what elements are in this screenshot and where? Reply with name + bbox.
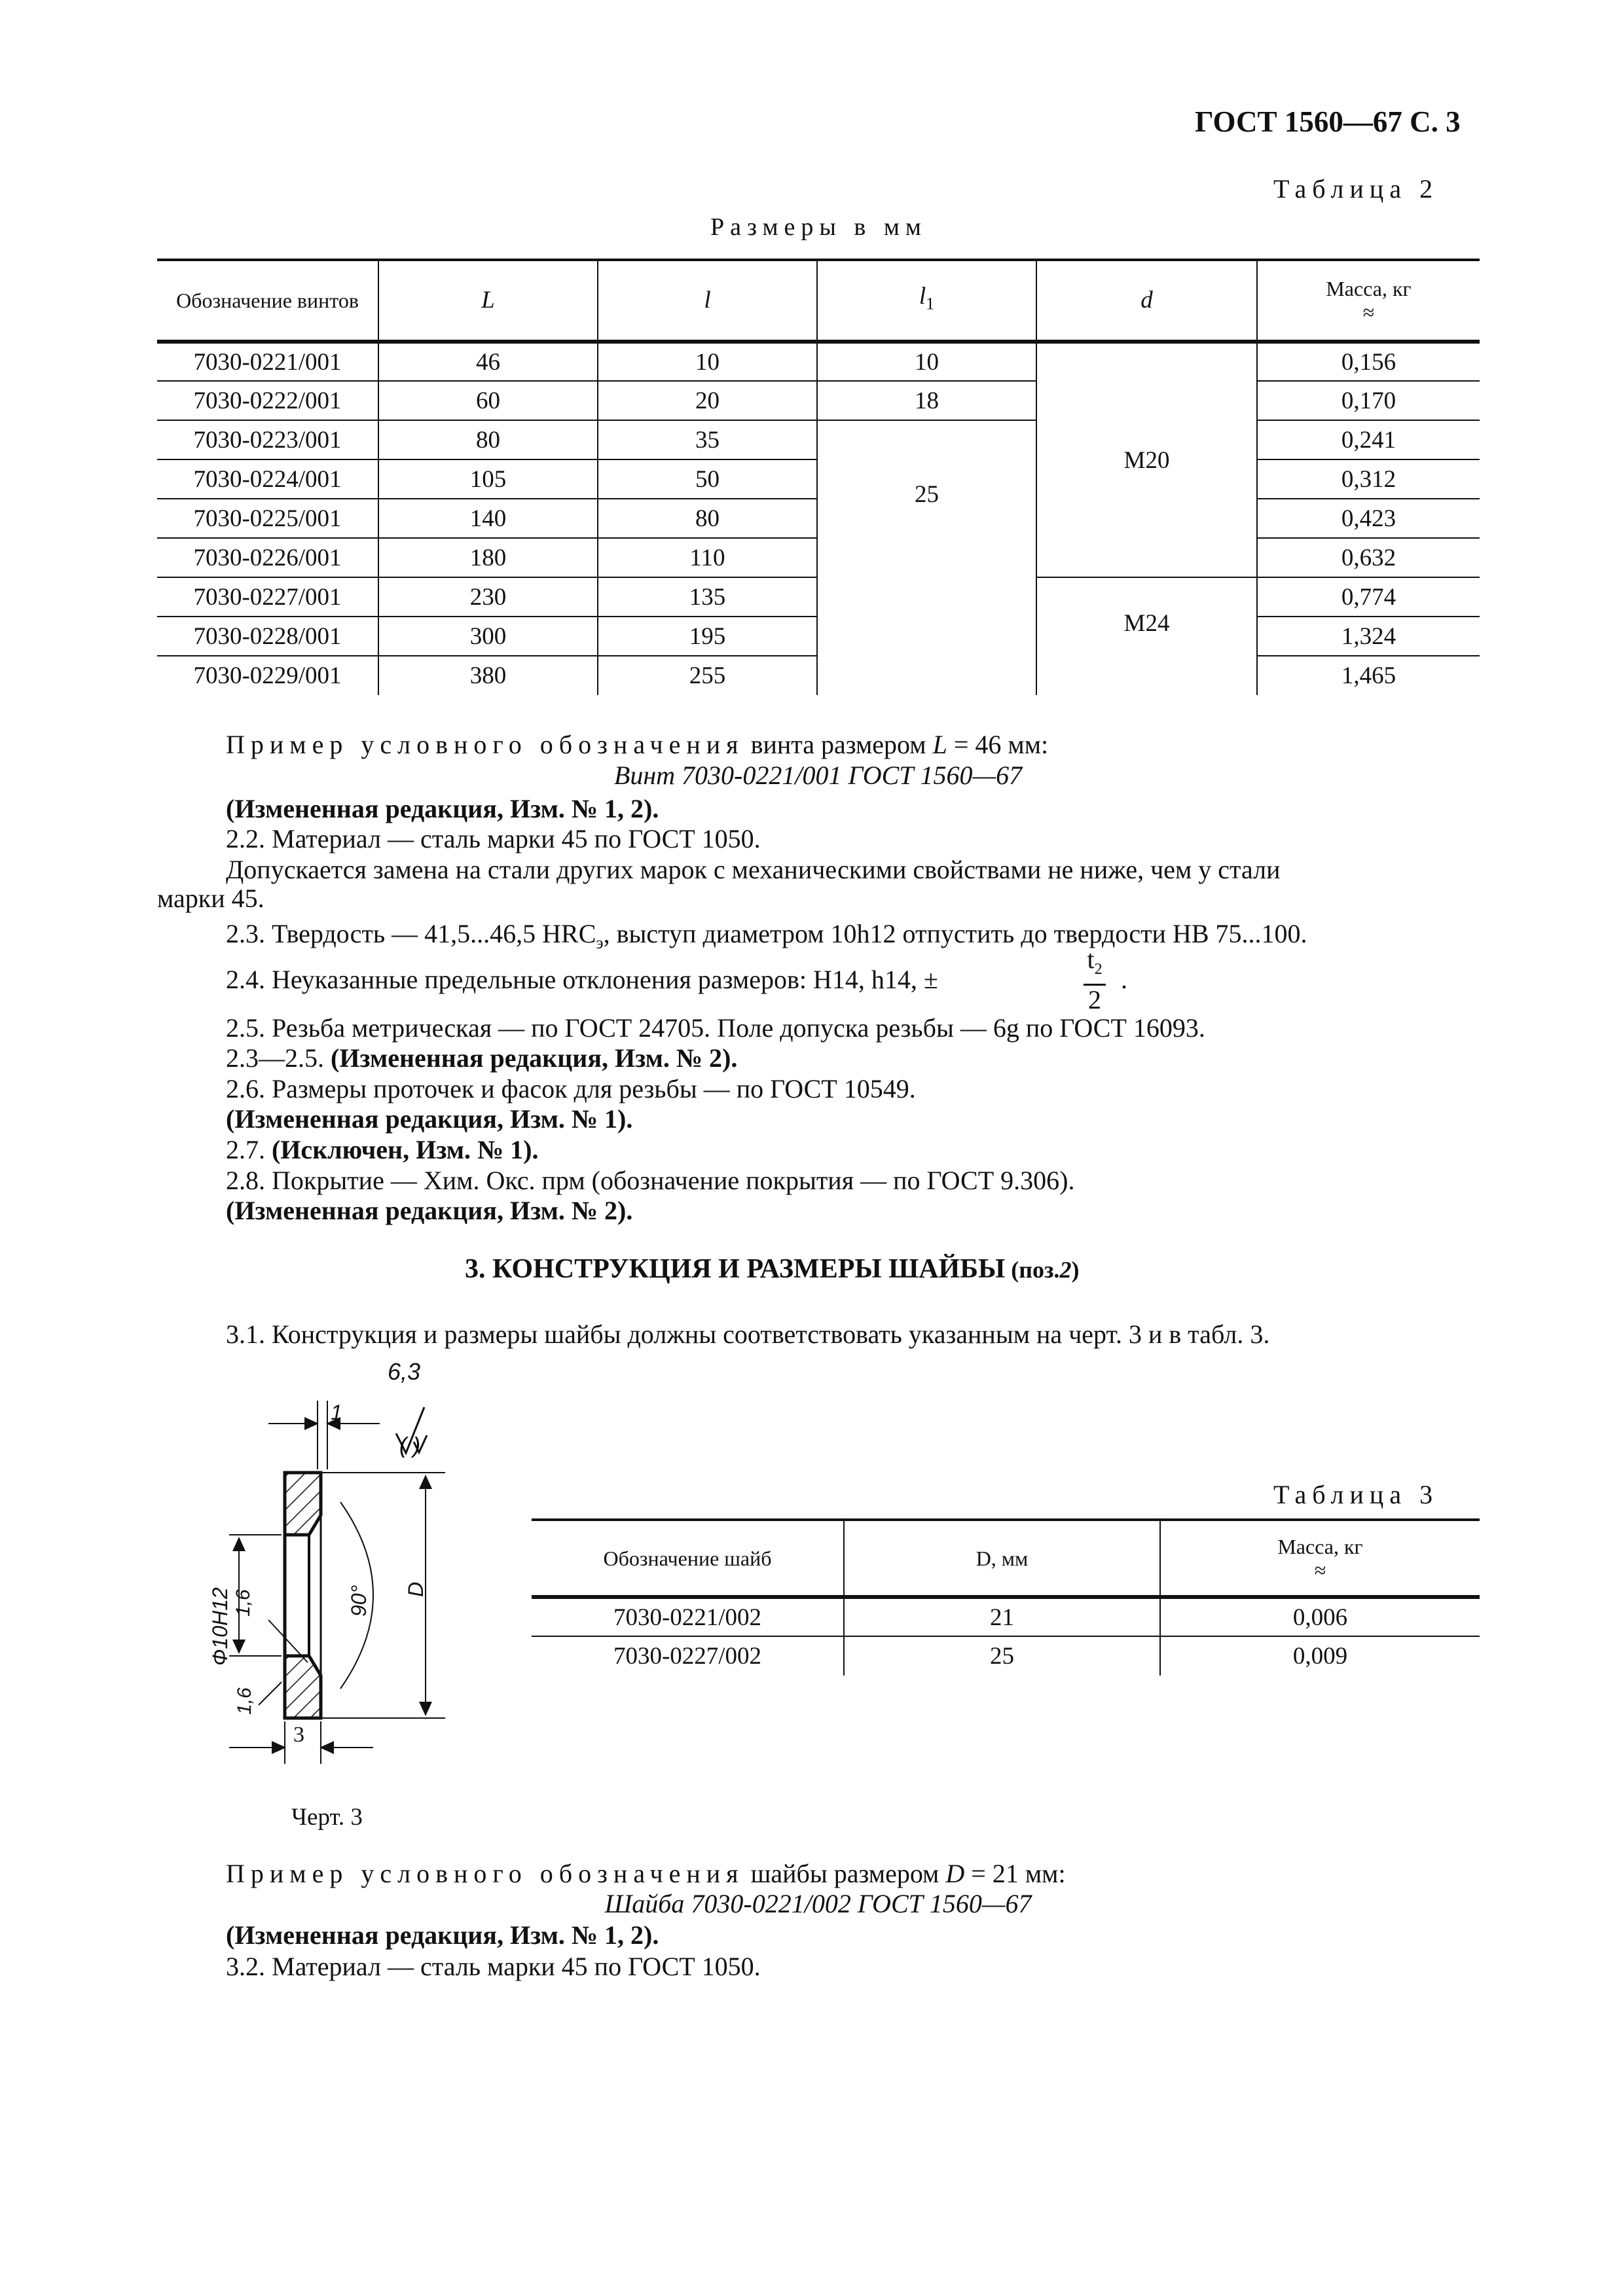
table2-cell-L: 140 [378, 499, 598, 538]
table2-cell-d-M20: M20 [1036, 342, 1257, 577]
paragraph-2-3-sub: э [596, 933, 604, 952]
paragraph-2-3 [226, 919, 1307, 958]
table2-cell-L: 105 [378, 459, 598, 499]
example1-var: L [932, 730, 947, 759]
paragraph-2-5: 2.5. Резьба метрическая — по ГОСТ 24705. Поле допуска резьбы — 6g по ГОСТ 16093. [226, 1013, 1205, 1043]
table2-cell-designation: 7030-0227/001 [157, 577, 378, 617]
table3-cell-D: 21 [844, 1597, 1160, 1636]
paragraph-2-3-2-5 [226, 1043, 737, 1073]
example2-rest: шайбы размером [744, 1859, 946, 1888]
drawing-caption: Черт. 3 [291, 1804, 363, 1831]
example2-var: D [945, 1859, 965, 1888]
table2-cell-l: 255 [598, 656, 817, 695]
table3 [532, 1518, 1480, 1676]
table2-cell-d-M24-value: M24 [1123, 610, 1170, 637]
paragraph-3-1: 3.1. Конструкция и размеры шайбы должны соответствовать указанным на черт. 3 и в табл. 3. [226, 1319, 1270, 1349]
table2-cell-l1: 18 [817, 381, 1036, 420]
paragraph-2-2b-line2: марки 45. [157, 884, 264, 913]
paragraph-2-4-end: . [1121, 965, 1127, 994]
table2-header-l1-sub: 1 [926, 294, 935, 314]
table2-cell-designation: 7030-0222/001 [157, 381, 378, 420]
table3-header-mass [1160, 1520, 1480, 1597]
table2-cell-mass: 0,170 [1257, 381, 1480, 420]
paragraph-2-4-a: 2.4. Неуказанные предельные отклонения размеров: H14, h14, ± [226, 965, 938, 994]
table2-cell-designation: 7030-0225/001 [157, 499, 378, 538]
table2-cell-designation: 7030-0229/001 [157, 656, 378, 695]
dim-label-angle: 90° [347, 1585, 371, 1617]
table2-cell-l: 10 [598, 342, 817, 381]
table2-cell-l1-merged-value: 25 [915, 481, 939, 508]
table2-cell-L: 300 [378, 617, 598, 656]
revision-note: (Измененная редакция, Изм. № 1). [226, 1104, 633, 1134]
paragraph-2-4 [226, 965, 938, 995]
table2-cell-mass: 0,774 [1257, 577, 1480, 617]
table3-cell-mass: 0,006 [1160, 1597, 1480, 1636]
section-3-poz-end: ) [1071, 1257, 1080, 1283]
paragraph-2-2b-line1: Допускается замена на стали других марок с механическими свойствами не ниже, чем у стали [226, 855, 1281, 884]
dim-label-chamfer-1: 1,6 [232, 1589, 254, 1617]
paragraph-3-2: 3.2. Материал — сталь марки 45 по ГОСТ 1050. [226, 1952, 761, 1981]
table3-header-designation: Обозначение шайб [532, 1520, 844, 1597]
table2-cell-L: 380 [378, 656, 598, 695]
washer-upper-section [285, 1473, 321, 1535]
fraction-t2-over-2 [1084, 945, 1106, 1014]
table3-header-mass-approx: ≈ [1314, 1558, 1326, 1582]
table2-cell-designation: 7030-0226/001 [157, 538, 378, 577]
table2-cell-l: 195 [598, 617, 817, 656]
table2-cell-mass: 1,324 [1257, 617, 1480, 656]
table2-units: Размеры в мм [710, 213, 927, 241]
table2-cell-designation: 7030-0223/001 [157, 420, 378, 459]
table2-cell-l: 50 [598, 459, 817, 499]
table2-cell-L: 46 [378, 342, 598, 381]
table2-header-l1 [817, 260, 1036, 342]
table3-cell-designation: 7030-0221/002 [532, 1597, 844, 1636]
section-3-poz-num: 2 [1059, 1257, 1072, 1283]
example1-label: Пример условного обозначения [226, 730, 744, 759]
section-3-title [465, 1253, 1079, 1285]
table2-cell-mass: 0,241 [1257, 420, 1480, 459]
section-3-poz: (поз. [1005, 1257, 1060, 1283]
dim-label-3: 3 [293, 1723, 304, 1747]
table2-header-l: l [598, 260, 817, 342]
fraction-numerator [1084, 945, 1106, 986]
table2-cell-L: 180 [378, 538, 598, 577]
example1-rest: винта размером [744, 730, 933, 759]
paragraph-2-3-2-5-rev: (Измененная редакция, Изм. № 2). [331, 1043, 738, 1073]
table3-cell-D: 25 [844, 1636, 1160, 1676]
table-row [532, 1636, 1480, 1676]
revision-note: (Измененная редакция, Изм. № 1, 2). [226, 794, 659, 823]
paragraph-2-6: 2.6. Размеры проточек и фасок для резьбы — по ГОСТ 10549. [226, 1074, 916, 1103]
dim-label-bore: Ф10H12 [208, 1587, 232, 1666]
example2-value: = 21 мм: [964, 1859, 1066, 1888]
table2-cell-l: 80 [598, 499, 817, 538]
table2-cell-l: 135 [598, 577, 817, 617]
paragraph-2-3-2-5-num: 2.3—2.5. [226, 1043, 331, 1073]
paragraph-2-7-num: 2.7. [226, 1135, 272, 1164]
table2-cell-designation: 7030-0228/001 [157, 617, 378, 656]
paragraph-2-7 [226, 1135, 538, 1165]
table2-header-d: d [1036, 260, 1257, 342]
washer-section [285, 1473, 321, 1718]
dim-label-chamfer-2: 1,6 [234, 1687, 255, 1715]
table2-header-mass [1257, 260, 1480, 342]
page-header-ref: ГОСТ 1560—67 С. 3 [1195, 105, 1461, 138]
revision-note: (Измененная редакция, Изм. № 1, 2). [226, 1920, 659, 1950]
table-row [157, 420, 1480, 459]
table2-cell-designation: 7030-0221/001 [157, 342, 378, 381]
paragraph-2-3-a: 2.3. Твердость — 41,5...46,5 HRC [226, 919, 596, 948]
dim-label-D: D [404, 1581, 428, 1597]
fraction-numerator-t: t [1087, 944, 1095, 974]
table2-cell-l1-merged [817, 420, 1036, 695]
table2-header-l1-base: l [919, 283, 926, 310]
example2-line [226, 1859, 1066, 1889]
paragraph-2-3-b: , выступ диаметром 10h12 отпустить до твердости НВ 75...100. [603, 919, 1307, 948]
table2-cell-L: 230 [378, 577, 598, 617]
table2-cell-mass: 0,632 [1257, 538, 1480, 577]
paragraph-2-7-rev: (Исключен, Изм. № 1). [272, 1135, 539, 1164]
table2-caption: Таблица 2 [1273, 174, 1439, 204]
table2-cell-mass: 0,156 [1257, 342, 1480, 381]
dim-label-1: 1 [331, 1401, 342, 1424]
table3-cell-mass: 0,009 [1160, 1636, 1480, 1676]
section-3-title-text: 3. КОНСТРУКЦИЯ И РАЗМЕРЫ ШАЙБЫ [465, 1254, 1006, 1284]
example1-designation: Винт 7030-0221/001 ГОСТ 1560—67 [613, 761, 1023, 790]
table2-cell-mass: 0,423 [1257, 499, 1480, 538]
table2-cell-l: 20 [598, 381, 817, 420]
table2-cell-l: 35 [598, 420, 817, 459]
washer-lower-section [285, 1656, 321, 1718]
table2-cell-L: 80 [378, 420, 598, 459]
example1-line [226, 730, 1048, 760]
leader-line [259, 1682, 282, 1705]
example2-label: Пример условного обозначения [226, 1859, 744, 1888]
fraction-numerator-sub: 2 [1094, 961, 1103, 978]
table2-cell-l1: 10 [817, 342, 1036, 381]
table2-cell-d-M24 [1036, 577, 1257, 695]
table2-cell-mass: 1,465 [1257, 656, 1480, 695]
paragraph-2-8: 2.8. Покрытие — Хим. Окс. прм (обозначение покрытия — по ГОСТ 9.306). [226, 1166, 1075, 1195]
roughness-label: 6,3 [388, 1358, 421, 1385]
fraction-denominator: 2 [1088, 985, 1101, 1014]
paragraph-2-2: 2.2. Материал — сталь марки 45 по ГОСТ 1050. [226, 824, 761, 853]
table2-cell-L: 60 [378, 381, 598, 420]
table3-caption: Таблица 3 [1273, 1480, 1439, 1509]
table2 [157, 259, 1480, 695]
table3-cell-designation: 7030-0227/002 [532, 1636, 844, 1676]
example1-value: = 46 мм: [947, 730, 1049, 759]
table-row [532, 1597, 1480, 1636]
table2-header-mass-label: Масса, кг [1326, 277, 1412, 300]
table2-header-row [157, 260, 1480, 342]
table3-header-D: D, мм [844, 1520, 1160, 1597]
table3-header-row [532, 1520, 1480, 1597]
example2-designation: Шайба 7030-0221/002 ГОСТ 1560—67 [604, 1889, 1032, 1918]
table3-header-mass-label: Масса, кг [1277, 1534, 1363, 1558]
table2-cell-mass: 0,312 [1257, 459, 1480, 499]
revision-note: (Измененная редакция, Изм. № 2). [226, 1196, 633, 1225]
table2-header-designation: Обозначение винтов [157, 260, 378, 342]
table2-cell-l: 110 [598, 538, 817, 577]
table2-cell-designation: 7030-0224/001 [157, 459, 378, 499]
table-row [157, 342, 1480, 381]
roughness-bracket: ( ) [399, 1433, 421, 1458]
table-row [157, 381, 1480, 420]
table2-header-mass-approx: ≈ [1362, 300, 1375, 324]
table2-header-L: L [378, 260, 598, 342]
